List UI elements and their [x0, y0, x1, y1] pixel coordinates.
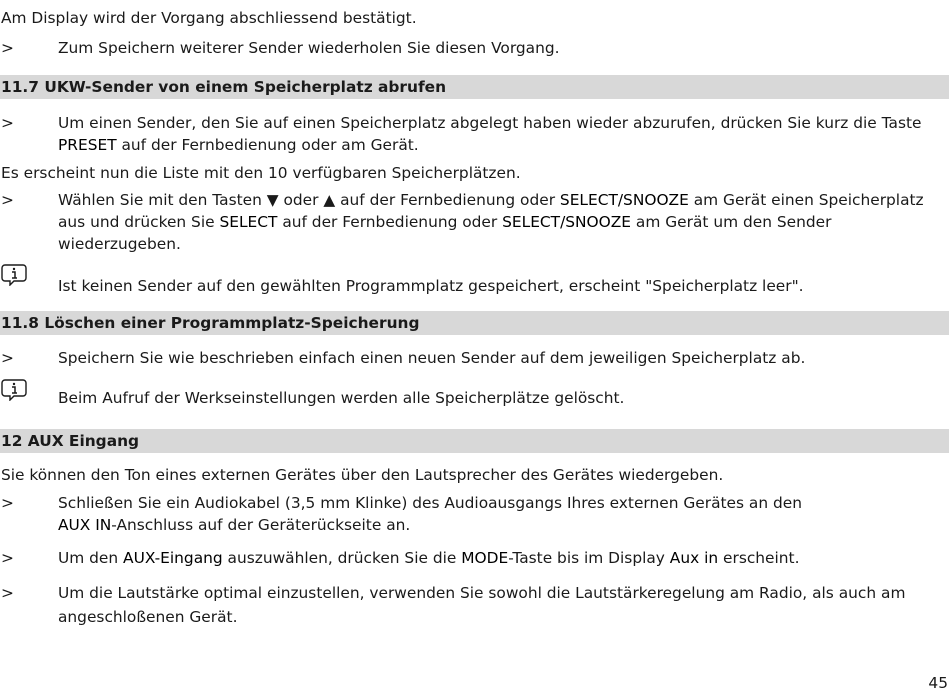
- note-text: Beim Aufruf der Werkseinstellungen werden alle Speicherplätze gelöscht.: [58, 389, 625, 407]
- note-item: [1, 378, 950, 409]
- key-label: Aux in: [669, 549, 719, 567]
- text-run: Um einen Sender, den Sie auf einen Speicherplatz abgelegt haben wieder abzurufen, drücken Sie kurz die Taste: [58, 114, 922, 132]
- bullet-marker: >: [1, 114, 14, 132]
- bullet-marker: >: [1, 494, 14, 512]
- text-run: Wählen Sie mit den Tasten: [58, 191, 267, 209]
- bullet-marker: >: [1, 191, 14, 209]
- step-text: [58, 547, 950, 569]
- list-item: [1, 347, 950, 369]
- list-item: [1, 547, 950, 569]
- step-text: [58, 492, 950, 536]
- info-line: Sie können den Ton eines externen Gerätes über den Lautsprecher des Gerätes wiedergeben.: [1, 466, 724, 484]
- info-icon: [1, 265, 58, 297]
- section-heading-11-8: 11.8 Löschen einer Programmplatz-Speicherung: [0, 311, 949, 335]
- list-item: [1, 112, 950, 156]
- step-text: [58, 112, 950, 156]
- text-run: -Anschluss auf der Geräterückseite an.: [111, 516, 411, 534]
- text-run: oder: [278, 191, 324, 209]
- step-text: Speichern Sie wie beschrieben einfach einen neuen Sender auf dem jeweiligen Speicherplatz ab.: [58, 349, 806, 367]
- key-label: PRESET: [58, 136, 117, 154]
- text-run: auf der Fernbedienung oder am Gerät.: [116, 136, 419, 154]
- list-item: [1, 37, 950, 59]
- intro-bullet: Zum Speichern weiterer Sender wiederholen Sie diesen Vorgang.: [58, 39, 560, 57]
- info-line: Es erscheint nun die Liste mit den 10 verfügbaren Speicherplätzen.: [1, 164, 521, 182]
- key-label: SELECT: [219, 213, 278, 231]
- note-text: Ist keinen Sender auf den gewählten Programmplatz gespeichert, erscheint "Speicherplatz leer".: [58, 277, 804, 295]
- key-label: AUX IN: [58, 516, 112, 534]
- text-run: auf der Fernbedienung oder: [335, 191, 560, 209]
- text-run: Um den: [58, 549, 124, 567]
- bullet-marker: >: [1, 549, 14, 567]
- intro-line: Am Display wird der Vorgang abschliessend bestätigt.: [1, 9, 417, 27]
- list-item: [1, 492, 950, 536]
- section-heading-12: 12 AUX Eingang: [0, 429, 949, 453]
- section-heading-11-7: 11.7 UKW-Sender von einem Speicherplatz abrufen: [0, 75, 949, 99]
- page-number: 45: [928, 674, 948, 692]
- key-label: AUX-Eingang: [123, 549, 223, 567]
- note-item: [1, 265, 950, 297]
- text-run: erscheint.: [718, 549, 800, 567]
- list-item: [1, 581, 950, 629]
- text-run: am Gerät um den Sender wiederzugeben.: [58, 213, 832, 253]
- text-run: auf der Fernbedienung oder: [277, 213, 503, 231]
- bullet-marker: >: [1, 349, 14, 367]
- key-label: MODE: [461, 549, 509, 567]
- bullet-marker: >: [1, 584, 14, 602]
- text-run: auszuwählen, drücken Sie die: [222, 549, 462, 567]
- down-arrow-icon: ▼: [266, 191, 279, 209]
- info-icon: [1, 378, 58, 409]
- text-run: am Gerät einen Speicherplatz aus und drücken Sie: [58, 191, 924, 231]
- text-run: -Taste bis im Display: [508, 549, 670, 567]
- text-run: Schließen Sie ein Audiokabel (3,5 mm Klinke) des Audioausgangs Ihres externen Gerätes an den: [58, 494, 802, 512]
- step-text: [58, 189, 950, 255]
- up-arrow-icon: ▲: [323, 191, 336, 209]
- bullet-marker: >: [1, 39, 14, 57]
- list-item: [1, 189, 950, 255]
- key-label: SELECT/SNOOZE: [559, 191, 689, 209]
- step-text: Um die Lautstärke optimal einzustellen, verwenden Sie sowohl die Lautstärkeregelung am Radio, als auch am angeschloßenen Gerät.: [58, 584, 906, 626]
- key-label: SELECT/SNOOZE: [502, 213, 632, 231]
